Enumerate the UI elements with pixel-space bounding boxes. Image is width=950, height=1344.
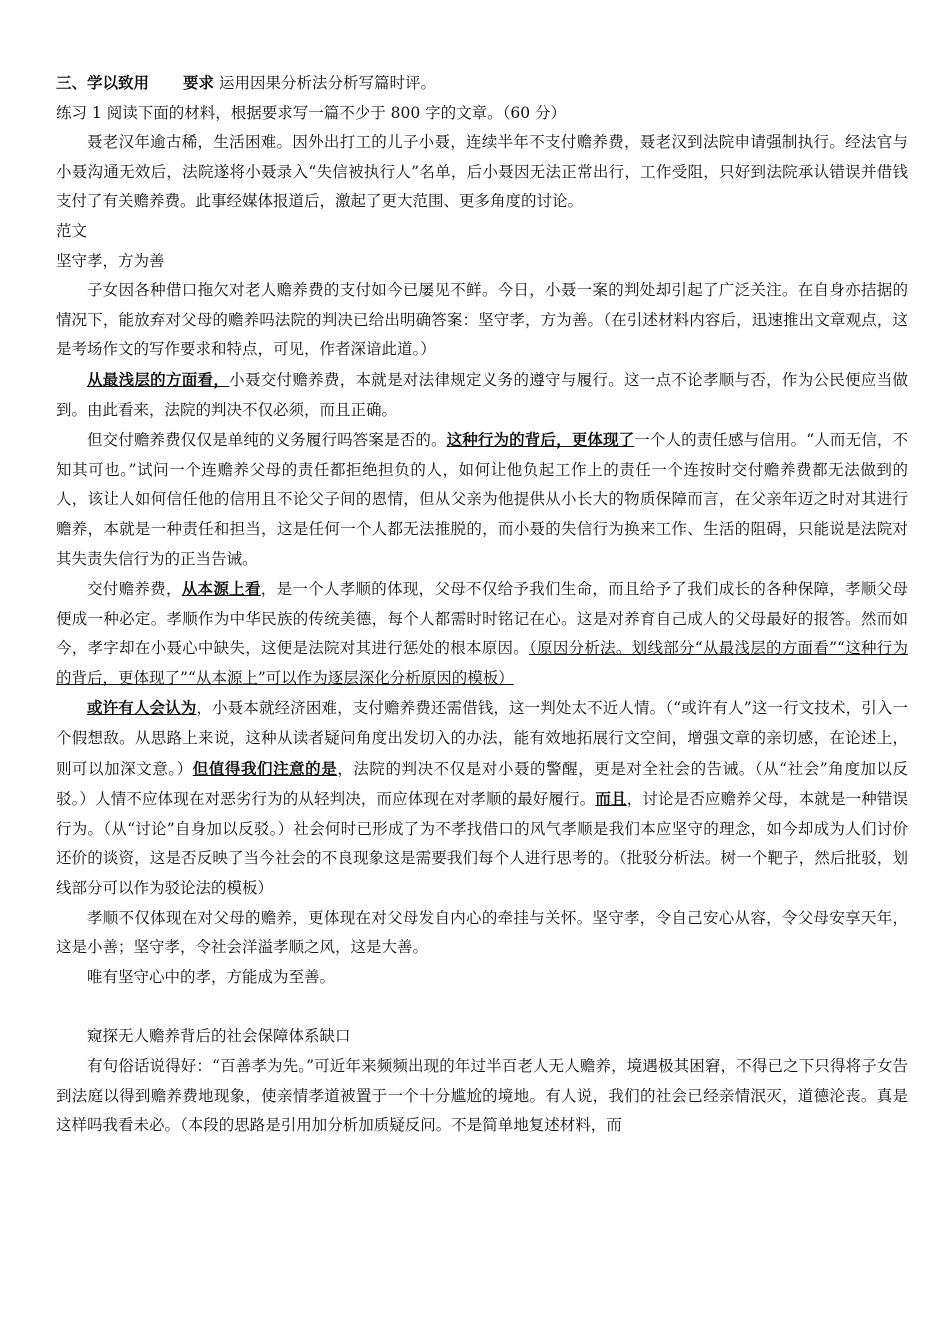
model-essay-label: 范文 bbox=[56, 221, 88, 240]
transition-phrase: 从最浅层的方面看， bbox=[87, 369, 230, 389]
exercise-prompt: 练习 1 阅读下面的材料，根据要求写一篇不少于 800 字的文章。（60 分） bbox=[56, 103, 567, 122]
essay-2-title: 窥探无人赡养背后的社会保障体系缺口 bbox=[87, 1027, 351, 1046]
transition-phrase: 但值得我们注意的是 bbox=[192, 758, 338, 778]
section-header bbox=[56, 68, 908, 99]
essay-paragraph-6: 孝顺不仅体现在对父母的赡养，更体现在对父母发自内心的牵挂与关怀。坚守孝，令自己安心从容，令父母安享天年，这是小善；坚守孝，令社会洋溢孝顺之风，这是大善。 bbox=[56, 908, 908, 957]
essay-title: 坚守孝，方为善 bbox=[56, 251, 165, 270]
annotation-note: （原因分析法。划线部分“从最浅层的方面看”“这种行为的背后，更体现了”“从本源上”可以作为逐层深化分析原因的模板） bbox=[56, 639, 908, 687]
essay-paragraph-2 bbox=[56, 365, 908, 425]
essay-paragraph-5 bbox=[56, 693, 908, 903]
document-page bbox=[56, 68, 908, 1141]
paragraph-text: 但交付赡养费仅仅是单纯的义务履行吗答案是否的。 bbox=[87, 431, 447, 450]
section-spacer bbox=[56, 992, 908, 1022]
essay-2-paragraph-1: 有句俗话说得好：“百善孝为先。”可近年来频频出现的年过半百老人无人赡养，境遇极其困窘，不得已之下只得将子女告到法庭以得到赡养费地现象，使亲情孝道被置于一个十分尴尬的境地。有人说，我们的社会已经亲情泯灭，道德沦丧。真是这样吗我看未必。（本段的思路是引用加分析加质疑反问。不是简单地复述材料，而 bbox=[56, 1057, 908, 1135]
paragraph-text: ，小聂本就经济困难，支付赡养费还需借钱，这一判处太不近人情。（“或许有人”这一行文技术，引入一个假想敌。从思路上来说，这种从读者疑问角度出发切入的办法，能有效地拓展行文空间，增强文章的亲切感，在论述上，则可以加深文意。） bbox=[56, 699, 908, 778]
requirement-label: 要求 bbox=[183, 73, 215, 92]
essay-paragraph-1: 子女因各种借口拖欠对老人赡养费的支付如今已屡见不鲜。今日，小聂一案的判处却引起了广泛关注。在自身亦拮据的情况下，能放弃对父母的赡养吗法院的判决已给出明确答案：坚守孝，方为善。（在引述材料内容后，迅速推出文章观点，这是考场作文的写作要求和特点，可见，作者深谙此道。） bbox=[56, 281, 908, 359]
paragraph-text: 一个人的责任感与信用。“人而无信，不知其可也。”试问一个连赡养父母的责任都拒绝担负的人，如何让他负起工作上的责任一个连按时交付赡养费都无法做到的人，该让人如何信任他的信用且不论父子间的恩情，但从父亲为他提供从小长大的物质保障而言，在父亲年迈之时对其进行赡养，本就是一种责任和担当，这是任何一个人都无法推脱的，而小聂的失信行为换来工作、生活的阻碍，只能说是法院对其失责失信行为的正当告诫。 bbox=[56, 431, 908, 568]
transition-phrase: 或许有人会认为 bbox=[87, 698, 197, 718]
essay-paragraph-4 bbox=[56, 574, 908, 693]
transition-phrase: 而且 bbox=[595, 789, 627, 809]
essay-paragraph-7: 唯有坚守心中的孝，方能成为至善。 bbox=[87, 967, 336, 986]
transition-phrase: 从本源上看 bbox=[181, 579, 261, 599]
requirement-text: 运用因果分析法分析写篇时评。 bbox=[218, 74, 436, 92]
section-title: 三、学以致用 bbox=[56, 73, 150, 92]
paragraph-text: 交付赡养费， bbox=[87, 580, 182, 599]
transition-phrase: 这种行为的背后，更体现了 bbox=[446, 430, 635, 450]
exercise-material: 聂老汉年逾古稀，生活困难。因外出打工的儿子小聂，连续半年不支付赡养费，聂老汉到法院申请强制执行。经法官与小聂沟通无效后，法院遂将小聂录入“失信被执行人”名单，后小聂因无法正常出行，工作受阻，只好到法院承认错误并借钱支付了有关赡养费。此事经媒体报道后，激起了更大范围、更多角度的讨论。 bbox=[56, 133, 908, 211]
paragraph-text: ，法院的判决不仅是对小聂的警醒，更是对全社会的告诫。（从“社会”角度加以反驳。）人情不应体现在对恶劣行为的从轻判决，而应体现在对孝顺的最好履行。 bbox=[56, 759, 908, 809]
paragraph-text: 小聂交付赡养费，本就是对法律规定义务的遵守与履行。这一点不论孝顺与否，作为公民便应当做到。由此看来，法院的判决不仅必须，而且正确。 bbox=[56, 370, 908, 419]
paragraph-text: ，是一个人孝顺的体现，父母不仅给予我们生命，而且给予了我们成长的各种保障，孝顺父母便成一种必定。孝顺作为中华民族的传统美德，每个人都需时时铭记在心。这是对养育自己成人的父母最好的报答。然而如今，孝字却在小聂心中缺失，这便是法院对其进行惩处的根本原因。 bbox=[56, 580, 908, 658]
paragraph-text: ，讨论是否应赡养父母，本就是一种错误行为。（从“讨论”自身加以反驳。）社会何时已形成了为不孝找借口的风气孝顺是我们本应坚守的理念，如今却成为人们讨价还价的谈资，这是否反映了当今社会的不良现象这是需要我们每个人进行思考的。（批驳分析法。树一个靶子，然后批驳，划线部分可以作为驳论法的模板） bbox=[56, 790, 908, 898]
essay-paragraph-3 bbox=[56, 425, 908, 574]
